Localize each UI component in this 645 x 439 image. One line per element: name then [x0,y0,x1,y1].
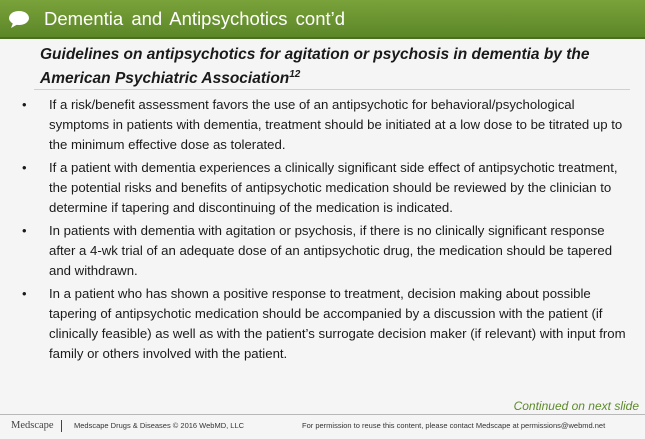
bullet-dot-icon: • [22,223,27,238]
continued-note: Continued on next slide [513,399,639,413]
subtitle-reference: 12 [289,69,301,80]
slide-subtitle [40,45,620,89]
footer-copyright: Medscape Drugs & Diseases © 2016 WebMD, LLC [74,421,245,430]
bullet-list [22,95,632,367]
slide-header [0,0,645,39]
bullet-text: In patients with dementia with agitation or psychosis, if there is no clinically significant response after a 4-wk trial of an adequate dose of an antipsychotic drug, the medication should be tapered and withdrawn. [49,223,613,278]
slide-title: Dementia and Antipsychotics cont’d [44,8,346,29]
medscape-logo: Medscape [11,420,54,431]
bullet-text: If a risk/benefit assessment favors the use of an antipsychotic for behavioral/psychological symptoms in patients with dementia, treatment should be initiated at a low dose to be titrated up to the minimum effective dose as tolerated. [49,97,623,152]
slide-footer [0,415,645,439]
subtitle-text: Guidelines on antipsychotics for agitation or psychosis in dementia by the American Psychiatric Association [40,46,590,88]
bullet-text: If a patient with dementia experiences a clinically significant side effect of antipsychotic treatment, the potential risks and benefits of antipsychotic medication should be reviewed by the clinician to determine if tapering and discontinuing of the medication is indicated. [49,160,618,215]
bullet-dot-icon: • [22,286,27,301]
bullet-text: In a patient who has shown a positive response to treatment, decision making about possible tapering of antipsychotic medication should be accompanied by a discussion with the patient (if clinically feasible) as well as with the patient’s surrogate decision maker (if relevant) with input from family or others involved with the patient. [49,286,626,361]
subtitle-divider [34,89,630,90]
bullet-dot-icon: • [22,160,27,175]
footer-permission: For permission to reuse this content, please contact Medscape at permissions@webmd.net [302,421,606,430]
speech-bubble-icon [7,10,31,28]
bullet-item [22,221,632,281]
bullet-item [22,158,632,218]
bullet-item [22,95,632,155]
footer-separator [61,420,62,432]
bullet-item [22,284,632,364]
bullet-dot-icon: • [22,97,27,112]
